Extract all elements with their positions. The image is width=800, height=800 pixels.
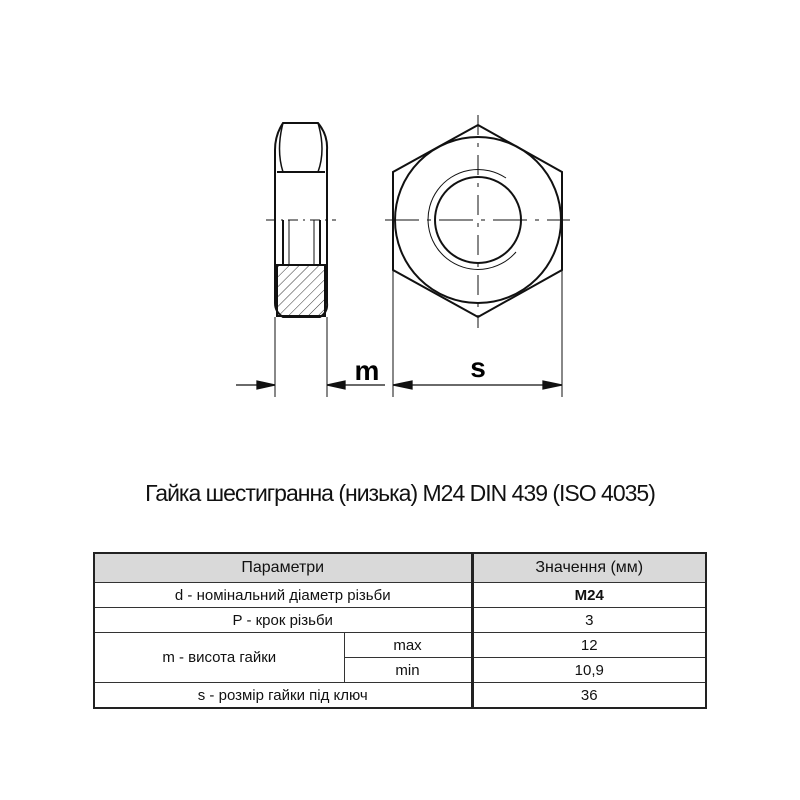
- param-value: 12: [472, 633, 706, 658]
- param-value: M24: [472, 583, 706, 608]
- hatched-section: [277, 265, 325, 316]
- header-parameters: Параметри: [94, 553, 472, 583]
- param-label: s - розмір гайки під ключ: [94, 683, 472, 709]
- param-label: P - крок різьби: [94, 608, 472, 633]
- sub-label-max: max: [344, 633, 472, 658]
- dimension-m-label: m: [354, 355, 380, 386]
- param-value: 10,9: [472, 658, 706, 683]
- table-header-row: [94, 553, 706, 583]
- sub-label-min: min: [344, 658, 472, 683]
- param-label: d - номінальний діаметр різьби: [94, 583, 472, 608]
- header-values: Значення (мм): [472, 553, 706, 583]
- dimension-lines: [236, 381, 562, 389]
- table-row: [94, 633, 706, 658]
- table-row: [94, 583, 706, 608]
- param-value: 3: [472, 608, 706, 633]
- product-title: Гайка шестигранна (низька) М24 DIN 439 (ISO 4035): [145, 480, 655, 506]
- param-value: 36: [472, 683, 706, 709]
- param-label: m - висота гайки: [94, 633, 344, 683]
- table-row: [94, 683, 706, 709]
- table-row: [94, 608, 706, 633]
- specifications-table: [93, 552, 707, 709]
- dimension-s-label: s: [470, 352, 486, 383]
- side-view: [266, 123, 336, 397]
